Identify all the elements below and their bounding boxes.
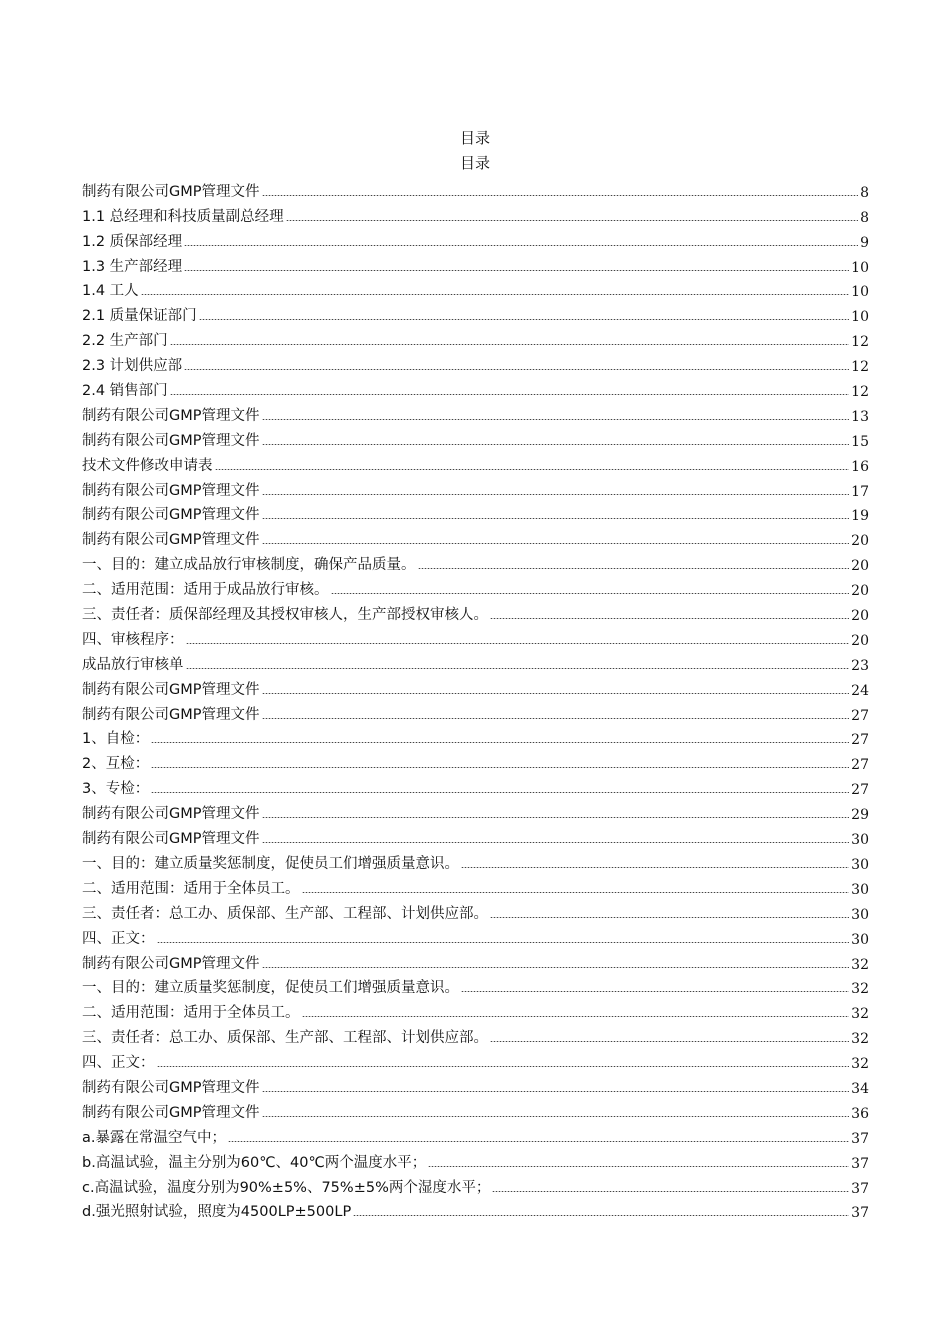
toc-entry-label: 2.3 计划供应部 (82, 358, 183, 375)
toc-dot-leader (262, 842, 850, 843)
toc-dot-leader (492, 1191, 849, 1192)
toc-entry-label: 制药有限公司GMP管理文件 (82, 432, 260, 449)
toc-dot-leader (331, 593, 850, 594)
toc-entry-page-number: 32 (851, 981, 869, 998)
toc-entry[interactable] (82, 848, 869, 873)
toc-entry[interactable] (82, 500, 869, 525)
toc-entry-page-number: 30 (851, 881, 869, 898)
toc-dot-leader (141, 294, 850, 295)
toc-dot-leader (428, 1166, 849, 1167)
toc-entry-label: 3、专检： (82, 781, 150, 798)
toc-entry-page-number: 12 (851, 359, 869, 376)
toc-entry-page-number: 20 (851, 632, 869, 649)
toc-entry-page-number: 10 (851, 259, 869, 276)
toc-dot-leader (228, 1141, 849, 1142)
toc-entry[interactable] (82, 425, 869, 450)
toc-dot-leader (262, 518, 850, 519)
toc-entry-label: 一、目的：建立质量奖惩制度，促使员工们增强质量意识。 (82, 980, 459, 997)
toc-entry-page-number: 13 (851, 408, 869, 425)
toc-entry-page-number: 12 (851, 334, 869, 351)
toc-entry-page-number: 32 (851, 956, 869, 973)
toc-dot-leader (286, 220, 858, 221)
toc-dot-leader (157, 1066, 850, 1067)
toc-entry-label: 制药有限公司GMP管理文件 (82, 407, 260, 424)
toc-entry-label: 1.2 质保部经理 (82, 233, 183, 250)
toc-dot-leader (262, 419, 850, 420)
toc-entry-page-number: 27 (851, 732, 869, 749)
toc-entry-label: 二、适用范围：适用于全体员工。 (82, 880, 300, 897)
toc-dot-leader (170, 394, 850, 395)
toc-entry-page-number: 15 (851, 433, 869, 450)
toc-entry[interactable] (82, 251, 869, 276)
toc-entry-page-number: 19 (851, 508, 869, 525)
toc-entry-page-number: 8 (860, 209, 869, 226)
toc-entry-label: 2.2 生产部门 (82, 333, 168, 350)
toc-entry-page-number: 30 (851, 856, 869, 873)
toc-entry-label: 技术文件修改申请表 (82, 457, 213, 474)
toc-dot-leader (157, 942, 850, 943)
toc-entry[interactable] (82, 599, 869, 624)
toc-entry[interactable] (82, 1022, 869, 1047)
toc-dot-leader (490, 917, 849, 918)
toc-entry-label: 成品放行审核单 (82, 656, 184, 673)
toc-entry[interactable] (82, 1147, 869, 1172)
toc-entry-page-number: 29 (851, 807, 869, 824)
toc-dot-leader (151, 767, 849, 768)
toc-entry-page-number: 20 (851, 583, 869, 600)
toc-entry-page-number: 27 (851, 757, 869, 774)
toc-dot-leader (461, 867, 849, 868)
toc-dot-leader (184, 270, 849, 271)
toc-entry[interactable] (82, 325, 869, 350)
toc-entry-label: 1、自检： (82, 731, 150, 748)
toc-entry-page-number: 17 (851, 483, 869, 500)
toc-entry[interactable] (82, 674, 869, 699)
toc-entry[interactable] (82, 300, 869, 325)
toc-entry-label: d.强光照射试验，照度为4500LP±500LP (82, 1204, 352, 1221)
toc-dot-leader (490, 1041, 849, 1042)
toc-dot-leader (262, 543, 850, 544)
toc-dot-leader (490, 618, 849, 619)
toc-entry[interactable] (82, 400, 869, 425)
toc-entry[interactable] (82, 649, 869, 674)
toc-entry-page-number: 27 (851, 707, 869, 724)
toc-entry-label: 制药有限公司GMP管理文件 (82, 532, 260, 549)
toc-entry[interactable] (82, 773, 869, 798)
toc-dot-leader (353, 1215, 849, 1216)
toc-entry-page-number: 27 (851, 782, 869, 799)
toc-dot-leader (184, 369, 849, 370)
toc-entry[interactable] (82, 1072, 869, 1097)
toc-entry[interactable] (82, 923, 869, 948)
toc-entry-label: 三、责任者：质保部经理及其授权审核人，生产部授权审核人。 (82, 607, 488, 624)
toc-dot-leader (215, 469, 850, 470)
toc-entry[interactable] (82, 574, 869, 599)
toc-entry-label: 四、审核程序： (82, 631, 184, 648)
toc-entry-label: 制药有限公司GMP管理文件 (82, 681, 260, 698)
toc-entry[interactable] (82, 350, 869, 375)
toc-dot-leader (302, 1016, 850, 1017)
table-of-contents (82, 176, 869, 1221)
toc-entry-label: 四、正文： (82, 930, 155, 947)
toc-entry[interactable] (82, 201, 869, 226)
toc-entry-label: 制药有限公司GMP管理文件 (82, 706, 260, 723)
toc-entry-label: 四、正文： (82, 1055, 155, 1072)
toc-entry[interactable] (82, 1047, 869, 1072)
toc-entry-label: 1.3 生产部经理 (82, 258, 183, 275)
toc-entry-label: 三、责任者：总工办、质保部、生产部、工程部、计划供应部。 (82, 1030, 488, 1047)
toc-entry-label: 制药有限公司GMP管理文件 (82, 955, 260, 972)
toc-entry-page-number: 23 (851, 657, 869, 674)
toc-entry-page-number: 16 (851, 458, 869, 475)
toc-entry[interactable] (82, 226, 869, 251)
toc-entry-page-number: 34 (851, 1080, 869, 1097)
toc-entry[interactable] (82, 948, 869, 973)
toc-entry-page-number: 37 (851, 1205, 869, 1222)
toc-dot-leader (262, 195, 859, 196)
toc-entry-page-number: 10 (851, 309, 869, 326)
toc-entry-label: 制药有限公司GMP管理文件 (82, 482, 260, 499)
toc-dot-leader (262, 693, 850, 694)
toc-entry-page-number: 37 (851, 1130, 869, 1147)
toc-entry-page-number: 37 (851, 1155, 869, 1172)
toc-entry-page-number: 37 (851, 1180, 869, 1197)
toc-entry[interactable] (82, 1197, 869, 1222)
toc-entry-label: 制药有限公司GMP管理文件 (82, 806, 260, 823)
toc-entry[interactable] (82, 524, 869, 549)
toc-entry-label: c.高温试验，温度分别为90%±5%、75%±5%两个湿度水平； (82, 1179, 491, 1196)
toc-entry-label: 1.1 总经理和科技质量副总经理 (82, 208, 284, 225)
toc-dot-leader (199, 319, 850, 320)
toc-entry[interactable] (82, 276, 869, 301)
toc-entry[interactable] (82, 823, 869, 848)
toc-entry-page-number: 20 (851, 608, 869, 625)
toc-entry-label: 制药有限公司GMP管理文件 (82, 831, 260, 848)
toc-entry-label: 制药有限公司GMP管理文件 (82, 1104, 260, 1121)
toc-entry[interactable] (82, 1122, 869, 1147)
toc-entry[interactable] (82, 798, 869, 823)
toc-dot-leader (186, 643, 850, 644)
toc-entry[interactable] (82, 450, 869, 475)
toc-entry[interactable] (82, 549, 869, 574)
toc-dot-leader (461, 991, 849, 992)
toc-dot-leader (186, 668, 850, 669)
toc-entry-page-number: 9 (860, 234, 869, 251)
toc-entry-page-number: 24 (851, 682, 869, 699)
toc-entry-page-number: 32 (851, 1006, 869, 1023)
toc-entry[interactable] (82, 724, 869, 749)
toc-entry-label: 一、目的：建立成品放行审核制度，确保产品质量。 (82, 557, 416, 574)
toc-dot-leader (262, 718, 850, 719)
toc-entry[interactable] (82, 973, 869, 998)
toc-entry-page-number: 32 (851, 1031, 869, 1048)
toc-entry-label: 2.1 质量保证部门 (82, 308, 197, 325)
toc-dot-leader (170, 344, 850, 345)
toc-entry[interactable] (82, 624, 869, 649)
toc-entry-page-number: 10 (851, 284, 869, 301)
toc-dot-leader (151, 742, 849, 743)
toc-entry-page-number: 30 (851, 832, 869, 849)
toc-entry-label: 二、适用范围：适用于全体员工。 (82, 1005, 300, 1022)
toc-entry-label: 二、适用范围：适用于成品放行审核。 (82, 582, 329, 599)
toc-entry-page-number: 20 (851, 533, 869, 550)
toc-dot-leader (262, 1091, 850, 1092)
toc-entry[interactable] (82, 176, 869, 201)
toc-entry-page-number: 20 (851, 558, 869, 575)
toc-entry-label: 制药有限公司GMP管理文件 (82, 507, 260, 524)
toc-entry[interactable] (82, 475, 869, 500)
toc-entry-label: 1.4 工人 (82, 283, 139, 300)
toc-entry-label: 一、目的：建立质量奖惩制度，促使员工们增强质量意识。 (82, 855, 459, 872)
toc-dot-leader (262, 444, 850, 445)
toc-entry[interactable] (82, 1172, 869, 1197)
toc-entry[interactable] (82, 1097, 869, 1122)
toc-entry-label: a.暴露在常温空气中； (82, 1129, 226, 1146)
toc-dot-leader (184, 245, 858, 246)
toc-entry-page-number: 30 (851, 906, 869, 923)
toc-entry[interactable] (82, 898, 869, 923)
toc-entry-label: 制药有限公司GMP管理文件 (82, 1079, 260, 1096)
toc-dot-leader (151, 792, 849, 793)
toc-dot-leader (262, 1116, 850, 1117)
toc-entry-label: 三、责任者：总工办、质保部、生产部、工程部、计划供应部。 (82, 905, 488, 922)
toc-dot-leader (262, 494, 850, 495)
toc-subheading: 目录 (459, 154, 490, 172)
toc-entry-label: 2.4 销售部门 (82, 383, 168, 400)
toc-entry[interactable] (82, 375, 869, 400)
toc-entry-label: b.高温试验，温主分别为60℃、40℃两个温度水平； (82, 1154, 427, 1171)
toc-entry-label: 制药有限公司GMP管理文件 (82, 183, 260, 200)
toc-entry-page-number: 12 (851, 384, 869, 401)
toc-entry[interactable] (82, 748, 869, 773)
toc-entry-page-number: 30 (851, 931, 869, 948)
toc-entry[interactable] (82, 699, 869, 724)
toc-heading: 目录 (459, 129, 490, 147)
toc-entry[interactable] (82, 997, 869, 1022)
toc-entry-page-number: 32 (851, 1056, 869, 1073)
toc-entry-page-number: 36 (851, 1105, 869, 1122)
toc-dot-leader (262, 967, 850, 968)
toc-dot-leader (302, 892, 850, 893)
toc-dot-leader (262, 817, 850, 818)
toc-entry-label: 2、互检： (82, 756, 150, 773)
toc-dot-leader (418, 568, 850, 569)
toc-entry[interactable] (82, 873, 869, 898)
toc-entry-page-number: 8 (860, 184, 869, 201)
